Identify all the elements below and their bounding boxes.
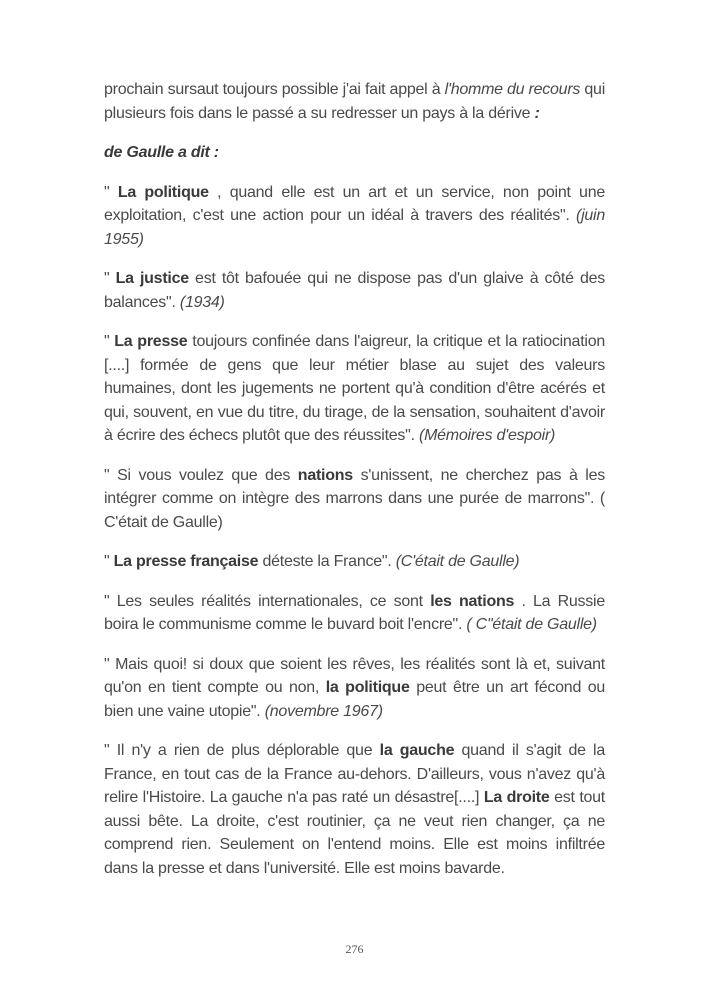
text-run: peut être un art fécond ou bien une vaine utopie". [104, 679, 605, 720]
quote-justice [104, 267, 605, 314]
text-run: la politique [325, 679, 410, 696]
text-run: . La Russie boira le communisme comme le buvard boit l'encre". [104, 592, 606, 633]
intro-paragraph [104, 78, 605, 125]
text-run: (juin 1955) [104, 207, 605, 248]
text-run: " [104, 183, 118, 201]
text-run: " Mais quoi! si doux que soient les rêves, les réalités sont là et, suivant qu'on en tient compte ou non, [104, 655, 605, 696]
page-body [104, 78, 605, 896]
page-number: 276 [345, 942, 364, 956]
text-run: la gauche [379, 742, 455, 759]
text-run: " [104, 270, 116, 287]
text-run: " Il n'y a rien de plus déplorable que [104, 742, 380, 759]
text-run: est tout aussi bête. La droite, c'est routinier, ça ne veut rien changer, ça ne comprend rien. Seulement on l'entend moins. Elle est moins infiltrée dans la presse et dans l'université. Elle est moins bavarde. [104, 789, 606, 877]
text-run: qui plusieurs fois dans le passé a su redresser un pays à la dérive [104, 81, 606, 122]
text-run: quand il s'agit de la France, en tout cas de la France au-dehors. D'ailleurs, vous n'avez qu'à relire l'Histoire. La gauche n'a pas raté un désastre[....] [104, 742, 605, 806]
text-run: déteste la France". [258, 553, 396, 570]
text-run: " Les seules réalités internationales, ce sont [104, 592, 431, 610]
text-run: s'unissent, ne cherchez pas à les intégrer comme on intègre des marrons dans une purée de marrons". ( C'était de Gaulle) [104, 466, 605, 531]
text-run: les nations [430, 592, 515, 610]
quote-presse [104, 330, 605, 448]
text-run: nations [297, 466, 353, 484]
de-gaulle-heading [104, 141, 605, 165]
text-run: ( C"était de Gaulle) [466, 616, 597, 633]
text-run: (Mémoires d'espoir) [419, 427, 556, 444]
quote-realites [104, 590, 605, 637]
quote-reves [104, 653, 605, 724]
text-run: (C'était de Gaulle) [395, 553, 520, 570]
quote-gauche [104, 739, 605, 880]
text-run: l'homme du recours [444, 81, 581, 98]
text-run: de Gaulle a dit : [104, 144, 219, 161]
text-run: La presse française [113, 553, 259, 570]
text-run: La justice [115, 270, 189, 287]
text-run: " [104, 333, 115, 350]
text-run: prochain sursaut toujours possible j'ai fait appel à [104, 81, 445, 98]
text-run: " Si vous voulez que des [104, 466, 298, 484]
text-run: toujours confinée dans l'aigreur, la critique et la ratiocination [....] formée de gens que leur métier blase au sujet des valeurs humaines, dont les jugements ne portent qu'à condition d'être acérés et qui, souvent, en vue du titre, du tirage, de la sensation, souhaitent d'avoir à écrire des échecs plutôt que des réussites". [104, 333, 605, 444]
text-run: (1934) [179, 293, 225, 311]
text-run: est tôt bafouée qui ne dispose pas d'un glaive à côté des balances". [104, 270, 605, 311]
quote-nations [104, 464, 605, 535]
text-run: , quand elle est un art et un service, non point une exploitation, c'est une action pour un idéal à travers des réalités". [104, 183, 605, 224]
text-run: La droite [483, 789, 550, 806]
text-run: La politique [117, 183, 209, 201]
quote-politique [104, 181, 605, 252]
text-run: La presse [114, 333, 188, 350]
text-run: (novembre 1967) [264, 702, 383, 720]
text-run: " [104, 553, 114, 570]
quote-presse-francaise [104, 550, 605, 574]
text-run: : [534, 104, 540, 122]
